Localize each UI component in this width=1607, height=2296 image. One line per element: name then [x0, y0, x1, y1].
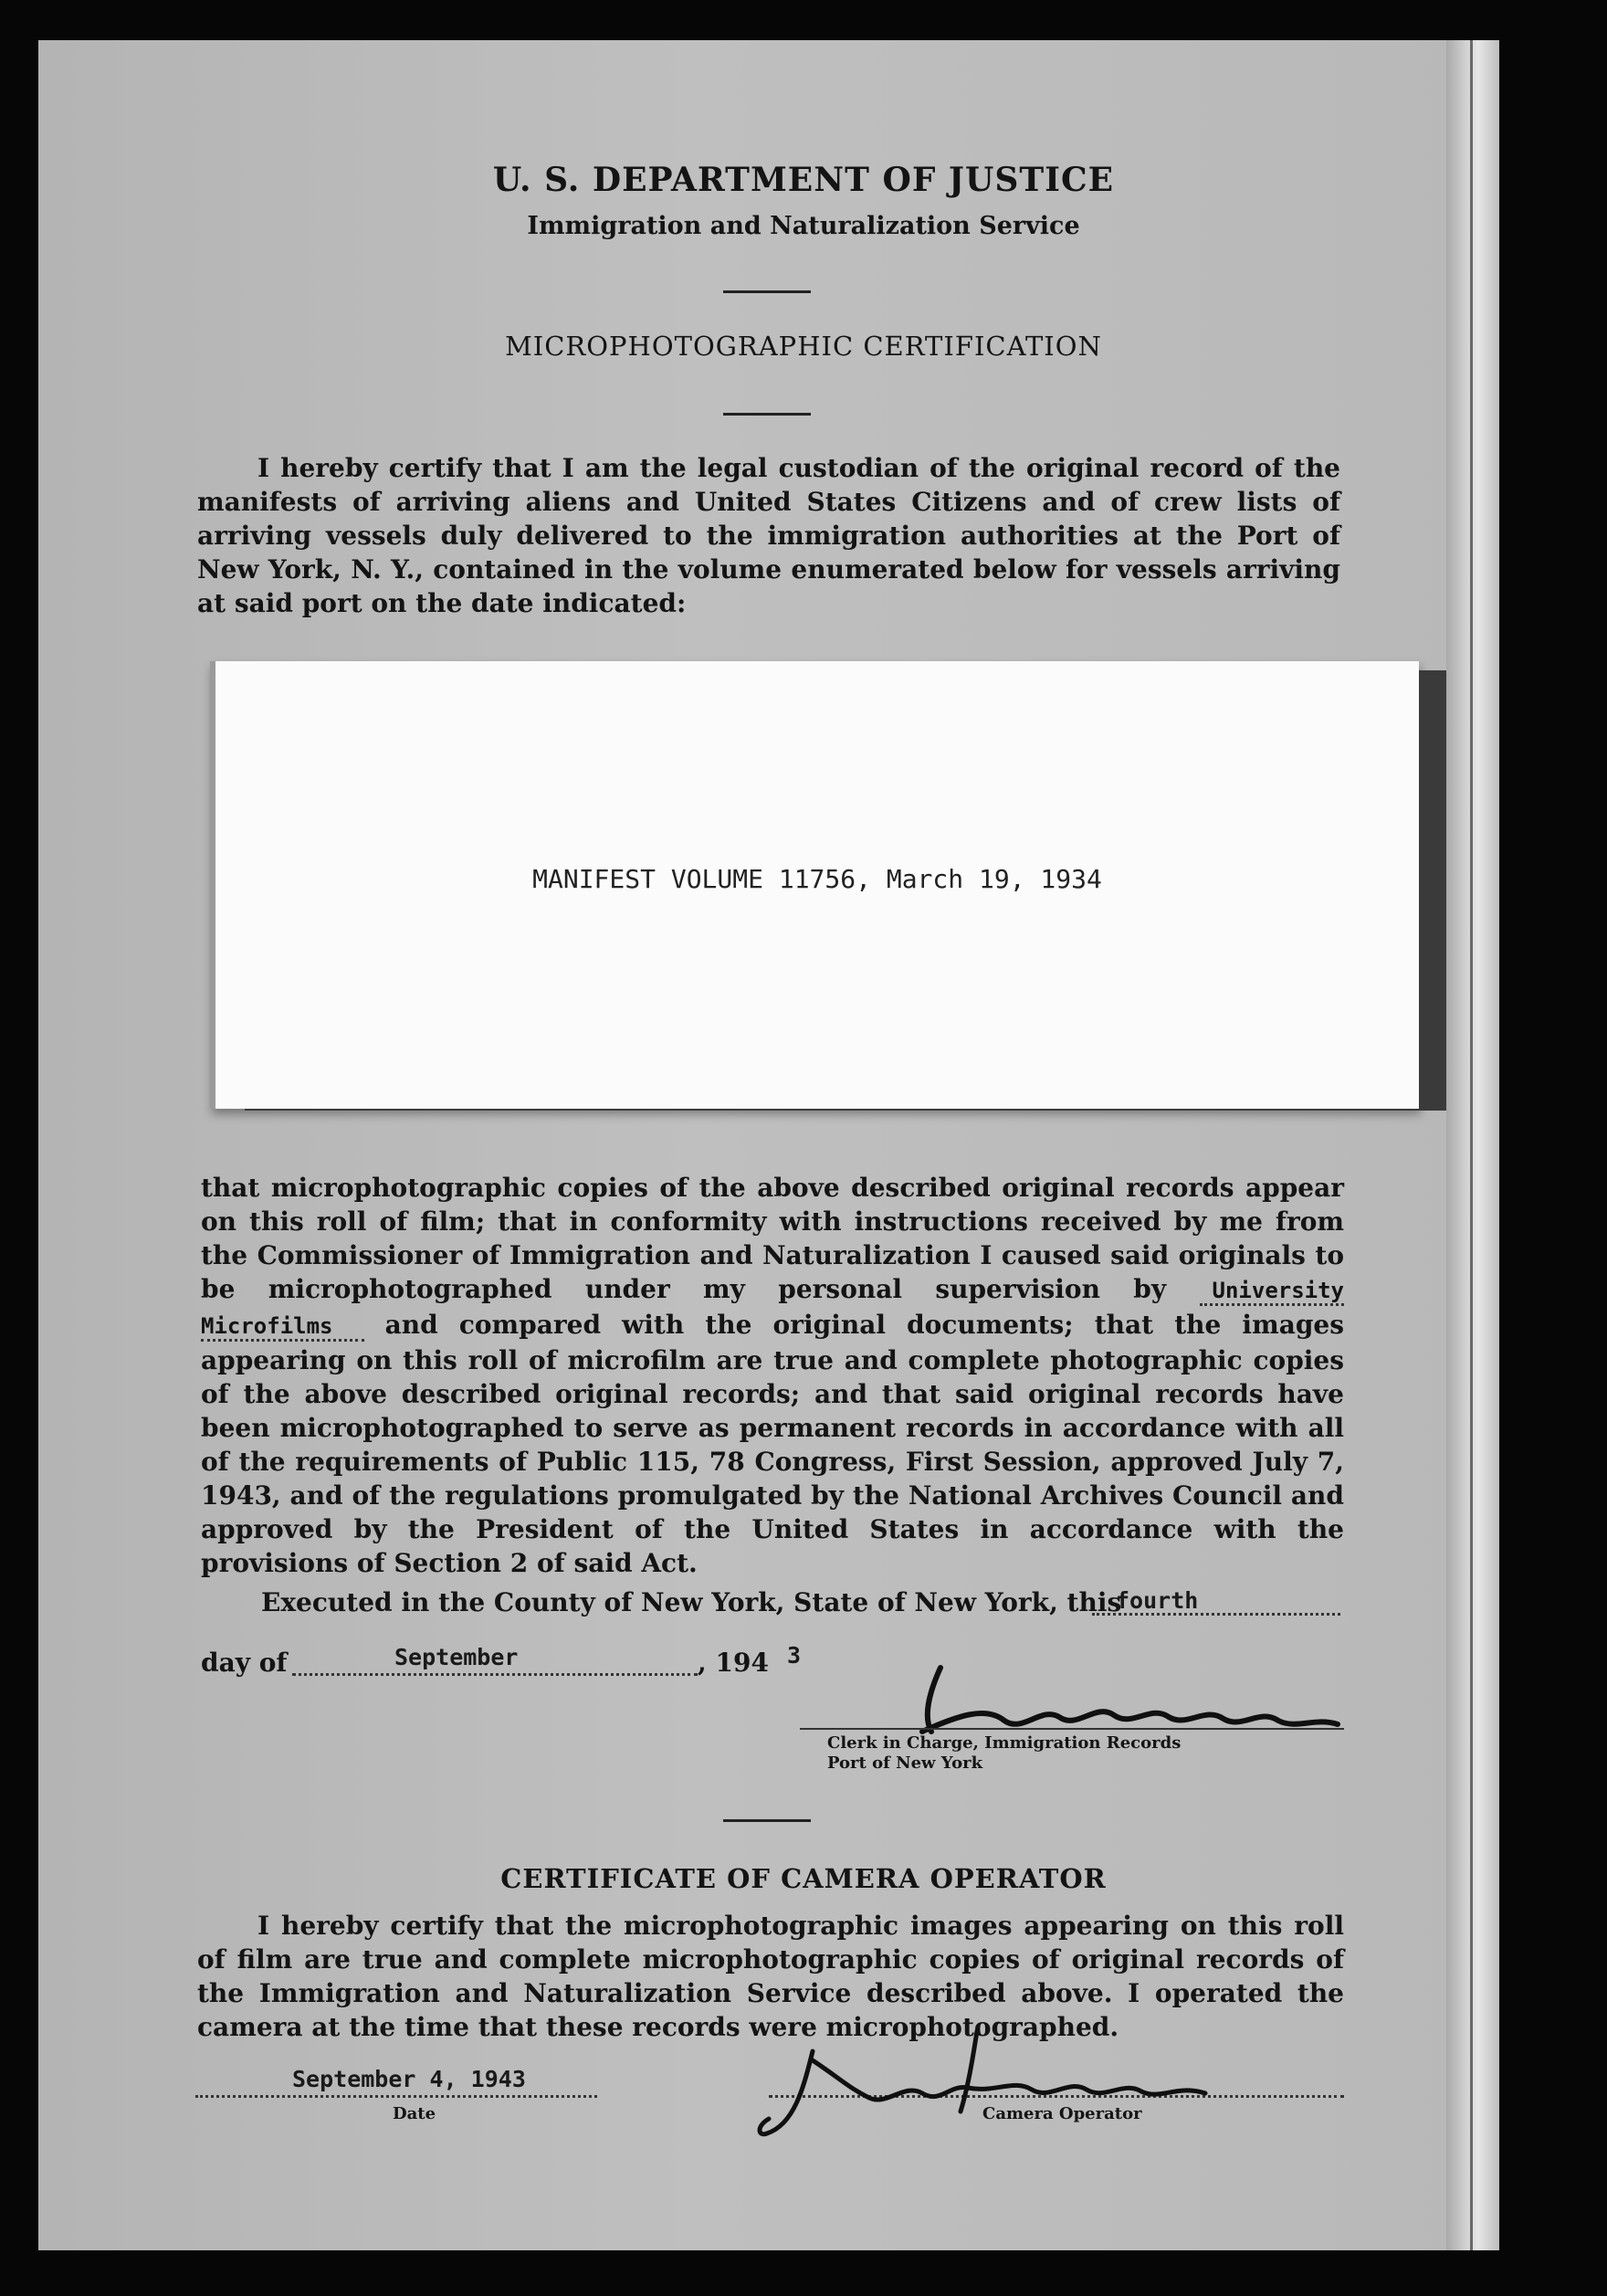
- camera-operator-paragraph: I hereby certify that the microphotographic images appearing on this roll of film are true and complete microphotographic copies of original records of the Immigration and Naturalization Service described above. I operated the camera at the time that these records were microphotographed.: [197, 1911, 1344, 2042]
- film-edge-line: [1470, 40, 1473, 2250]
- department-title: U. S. DEPARTMENT OF JUSTICE: [492, 161, 1115, 199]
- body-part-2: and compared with the original documents; that the images appearing on this roll of microfilm are true and complete photographic copies of the above described original records; and that said original records have been microphotographed to serve as permanent records in accordance with all of the requirements of Public 115, 78 Congress, First Session, approved July 7, 1943, and of the regulations promulgated by the National Archives Council and approved by the President of the United States in accordance with the provisions of Section 2 of said Act.: [201, 1310, 1344, 1578]
- year-printed: , 194: [698, 1648, 769, 1678]
- certification-title: MICROPHOTOGRAPHIC CERTIFICATION: [505, 331, 1102, 362]
- divider-rule: [723, 290, 811, 293]
- camera-operator-label: Camera Operator: [982, 2104, 1142, 2123]
- manifest-volume-card: [210, 661, 1419, 1109]
- date-dotted-line: [195, 2095, 597, 2098]
- divider-rule: [723, 1819, 811, 1822]
- executed-line: Executed in the County of New York, State of New York, this: [261, 1587, 1122, 1617]
- filled-by-field: University Microfilms: [201, 1278, 1344, 1342]
- divider-rule: [723, 413, 811, 416]
- film-edge-strip: [1446, 40, 1499, 2250]
- camera-operator-title: CERTIFICATE OF CAMERA OPERATOR: [500, 1863, 1107, 1894]
- clerk-title-line-1: Clerk in Charge, Immigration Records: [827, 1733, 1182, 1753]
- day-value: fourth: [1116, 1587, 1199, 1614]
- date-label: Date: [393, 2104, 436, 2123]
- month-dotted-line: [292, 1673, 698, 1676]
- clerk-title-line-2: Port of New York: [827, 1754, 983, 1773]
- custodian-paragraph: I hereby certify that I am the legal custodian of the original record of the manifests of arriving aliens and United States Citizens and of crew lists of arriving vessels duly delivered to the immigration authorities at the Port of New York, N. Y., contained in the volume enumerated below for vessels arriving at said port on the date indicated:: [197, 453, 1340, 618]
- manifest-volume-text: MANIFEST VOLUME 11756, March 19, 1934: [532, 864, 1102, 894]
- clerk-signature-line: [800, 1728, 1344, 1730]
- certification-body-paragraph: [201, 1171, 1344, 1580]
- camera-operator-signature: [749, 2024, 1260, 2143]
- month-value: September: [394, 1644, 519, 1670]
- operator-date-value: September 4, 1943: [292, 2066, 526, 2092]
- day-of-label: day of: [201, 1648, 288, 1678]
- year-digit: 3: [787, 1642, 802, 1669]
- body-part-1: that microphotographic copies of the above described original records appear on this roll of film; that in conformity with instructions received by me from the Commissioner of Immigration and Naturalization I caused said originals to be microphotographed under my personal supervision by: [201, 1173, 1344, 1304]
- service-subtitle: Immigration and Naturalization Service: [527, 212, 1080, 240]
